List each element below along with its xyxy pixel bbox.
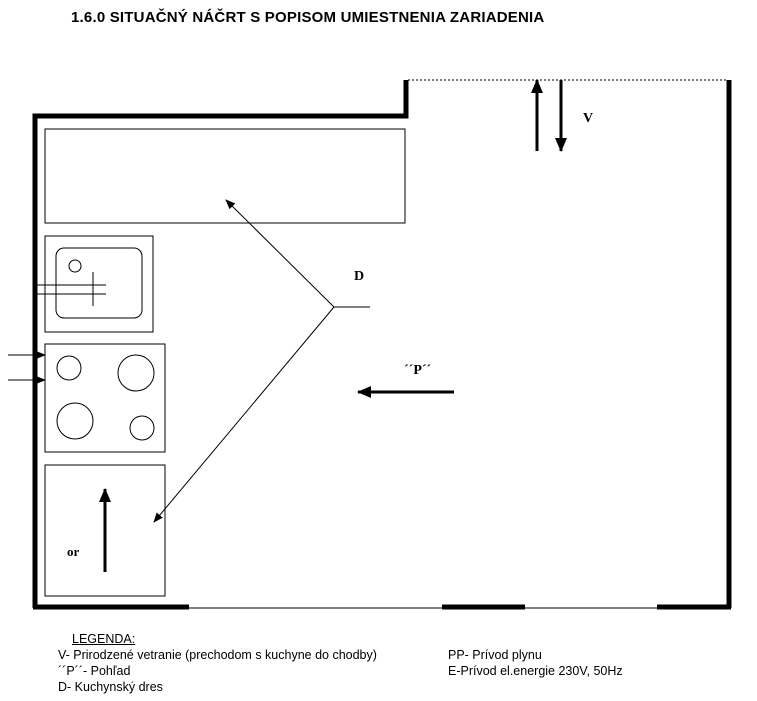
view-label: ´´P´´ — [404, 363, 432, 378]
sink-drain — [69, 260, 81, 272]
page-title: 1.6.0 SITUAČNÝ NÁČRT S POPISOM UMIESTNENIA ZARIADENIA — [71, 9, 545, 26]
legend-right — [448, 647, 623, 679]
burner-small-bottom — [130, 416, 154, 440]
kitchen-counter — [45, 129, 405, 223]
legend-item: V- Prirodzené vetranie (prechodom s kuchyne do chodby) — [58, 648, 377, 662]
burner-large-bottom — [57, 403, 93, 439]
counter-leader — [154, 200, 370, 522]
legend-item: ´´P´´- Pohľad — [58, 664, 131, 678]
legend-item: PP- Prívod plynu — [448, 648, 542, 662]
legend-item: E-Prívod el.energie 230V, 50Hz — [448, 664, 623, 678]
sink — [36, 236, 153, 332]
sink-basin — [56, 248, 142, 318]
counter-label: D — [354, 269, 365, 284]
fridge-label: or — [67, 544, 80, 559]
legend-left — [58, 631, 377, 695]
ventilation-arrows — [537, 80, 561, 151]
burner-large-top — [118, 355, 154, 391]
fridge — [45, 465, 165, 596]
vent-label: V — [583, 111, 594, 126]
burner-small-top — [57, 356, 81, 380]
legend-heading: LEGENDA: — [72, 632, 136, 646]
legend-item: D- Kuchynský dres — [58, 680, 163, 694]
stove — [45, 344, 165, 452]
